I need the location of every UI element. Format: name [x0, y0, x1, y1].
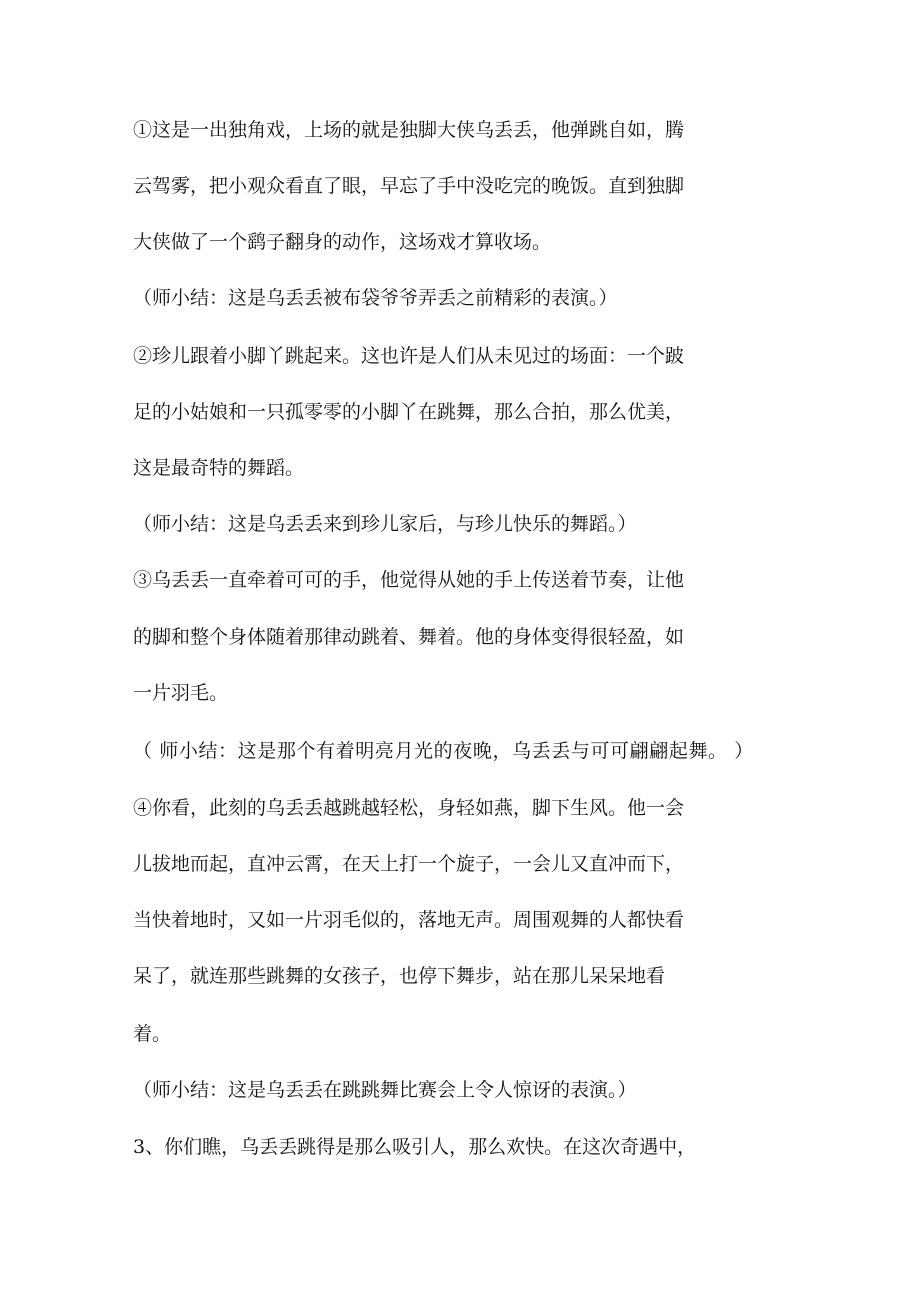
text-line: 3、你们瞧，乌丢丢跳得是那么吸引人，那么欢快。在这次奇遇中，: [133, 1136, 697, 1158]
text-line: 着。: [133, 1023, 172, 1045]
text-line: 呆了，就连那些跳舞的女孩子，也停下舞步，站在那儿呆呆地看: [133, 965, 666, 987]
text-line: 当快着地时，又如一片羽毛似的，落地无声。周围观舞的人都快看: [133, 909, 685, 931]
text-line: 大侠做了一个鹞子翻身的动作，这场戏才算收场。: [133, 231, 552, 253]
text-line: 这是最奇特的舞蹈。: [133, 457, 305, 479]
text-line: 云驾雾，把小观众看直了眼，早忘了手中没吃完的晚饭。直到独脚: [133, 175, 685, 197]
text-line: ③乌丢丢一直牵着可可的手，他觉得从她的手上传送着节奏，让他: [133, 569, 685, 591]
teacher-summary: （师小结：这是乌丢丢被布袋爷爷弄丢之前精彩的表演。）: [133, 287, 618, 309]
text-line: ②珍儿跟着小脚丫跳起来。这也许是人们从未见过的场面：一个跛: [133, 345, 685, 367]
text-line: ④你看，此刻的乌丢丢越跳越轻松，身轻如燕，脚下生风。他一会: [133, 797, 685, 819]
text-line: 一片羽毛。: [133, 682, 229, 704]
text-line: 儿拔地而起，直冲云霄，在天上打一个旋子，一会儿又直冲而下，: [133, 853, 685, 875]
text-line: 足的小姑娘和一只孤零零的小脚丫在跳舞，那么合拍，那么优美，: [133, 401, 685, 423]
text-line: ①这是一出独角戏，上场的就是独脚大侠乌丢丢，他弹跳自如，腾: [133, 119, 685, 141]
teacher-summary: （师小结：这是乌丢丢来到珍儿家后，与珍儿快乐的舞蹈。）: [133, 513, 637, 535]
teacher-summary: （师小结：这是乌丢丢在跳跳舞比赛会上令人惊讶的表演。）: [133, 1079, 637, 1101]
text-line: 的脚和整个身体随着那律动跳着、舞着。他的身体变得很轻盈，如: [133, 626, 685, 648]
teacher-summary: （ 师小结：这是那个有着明亮月光的夜晚，乌丢丢与可可翩翩起舞。 ）: [133, 740, 754, 762]
